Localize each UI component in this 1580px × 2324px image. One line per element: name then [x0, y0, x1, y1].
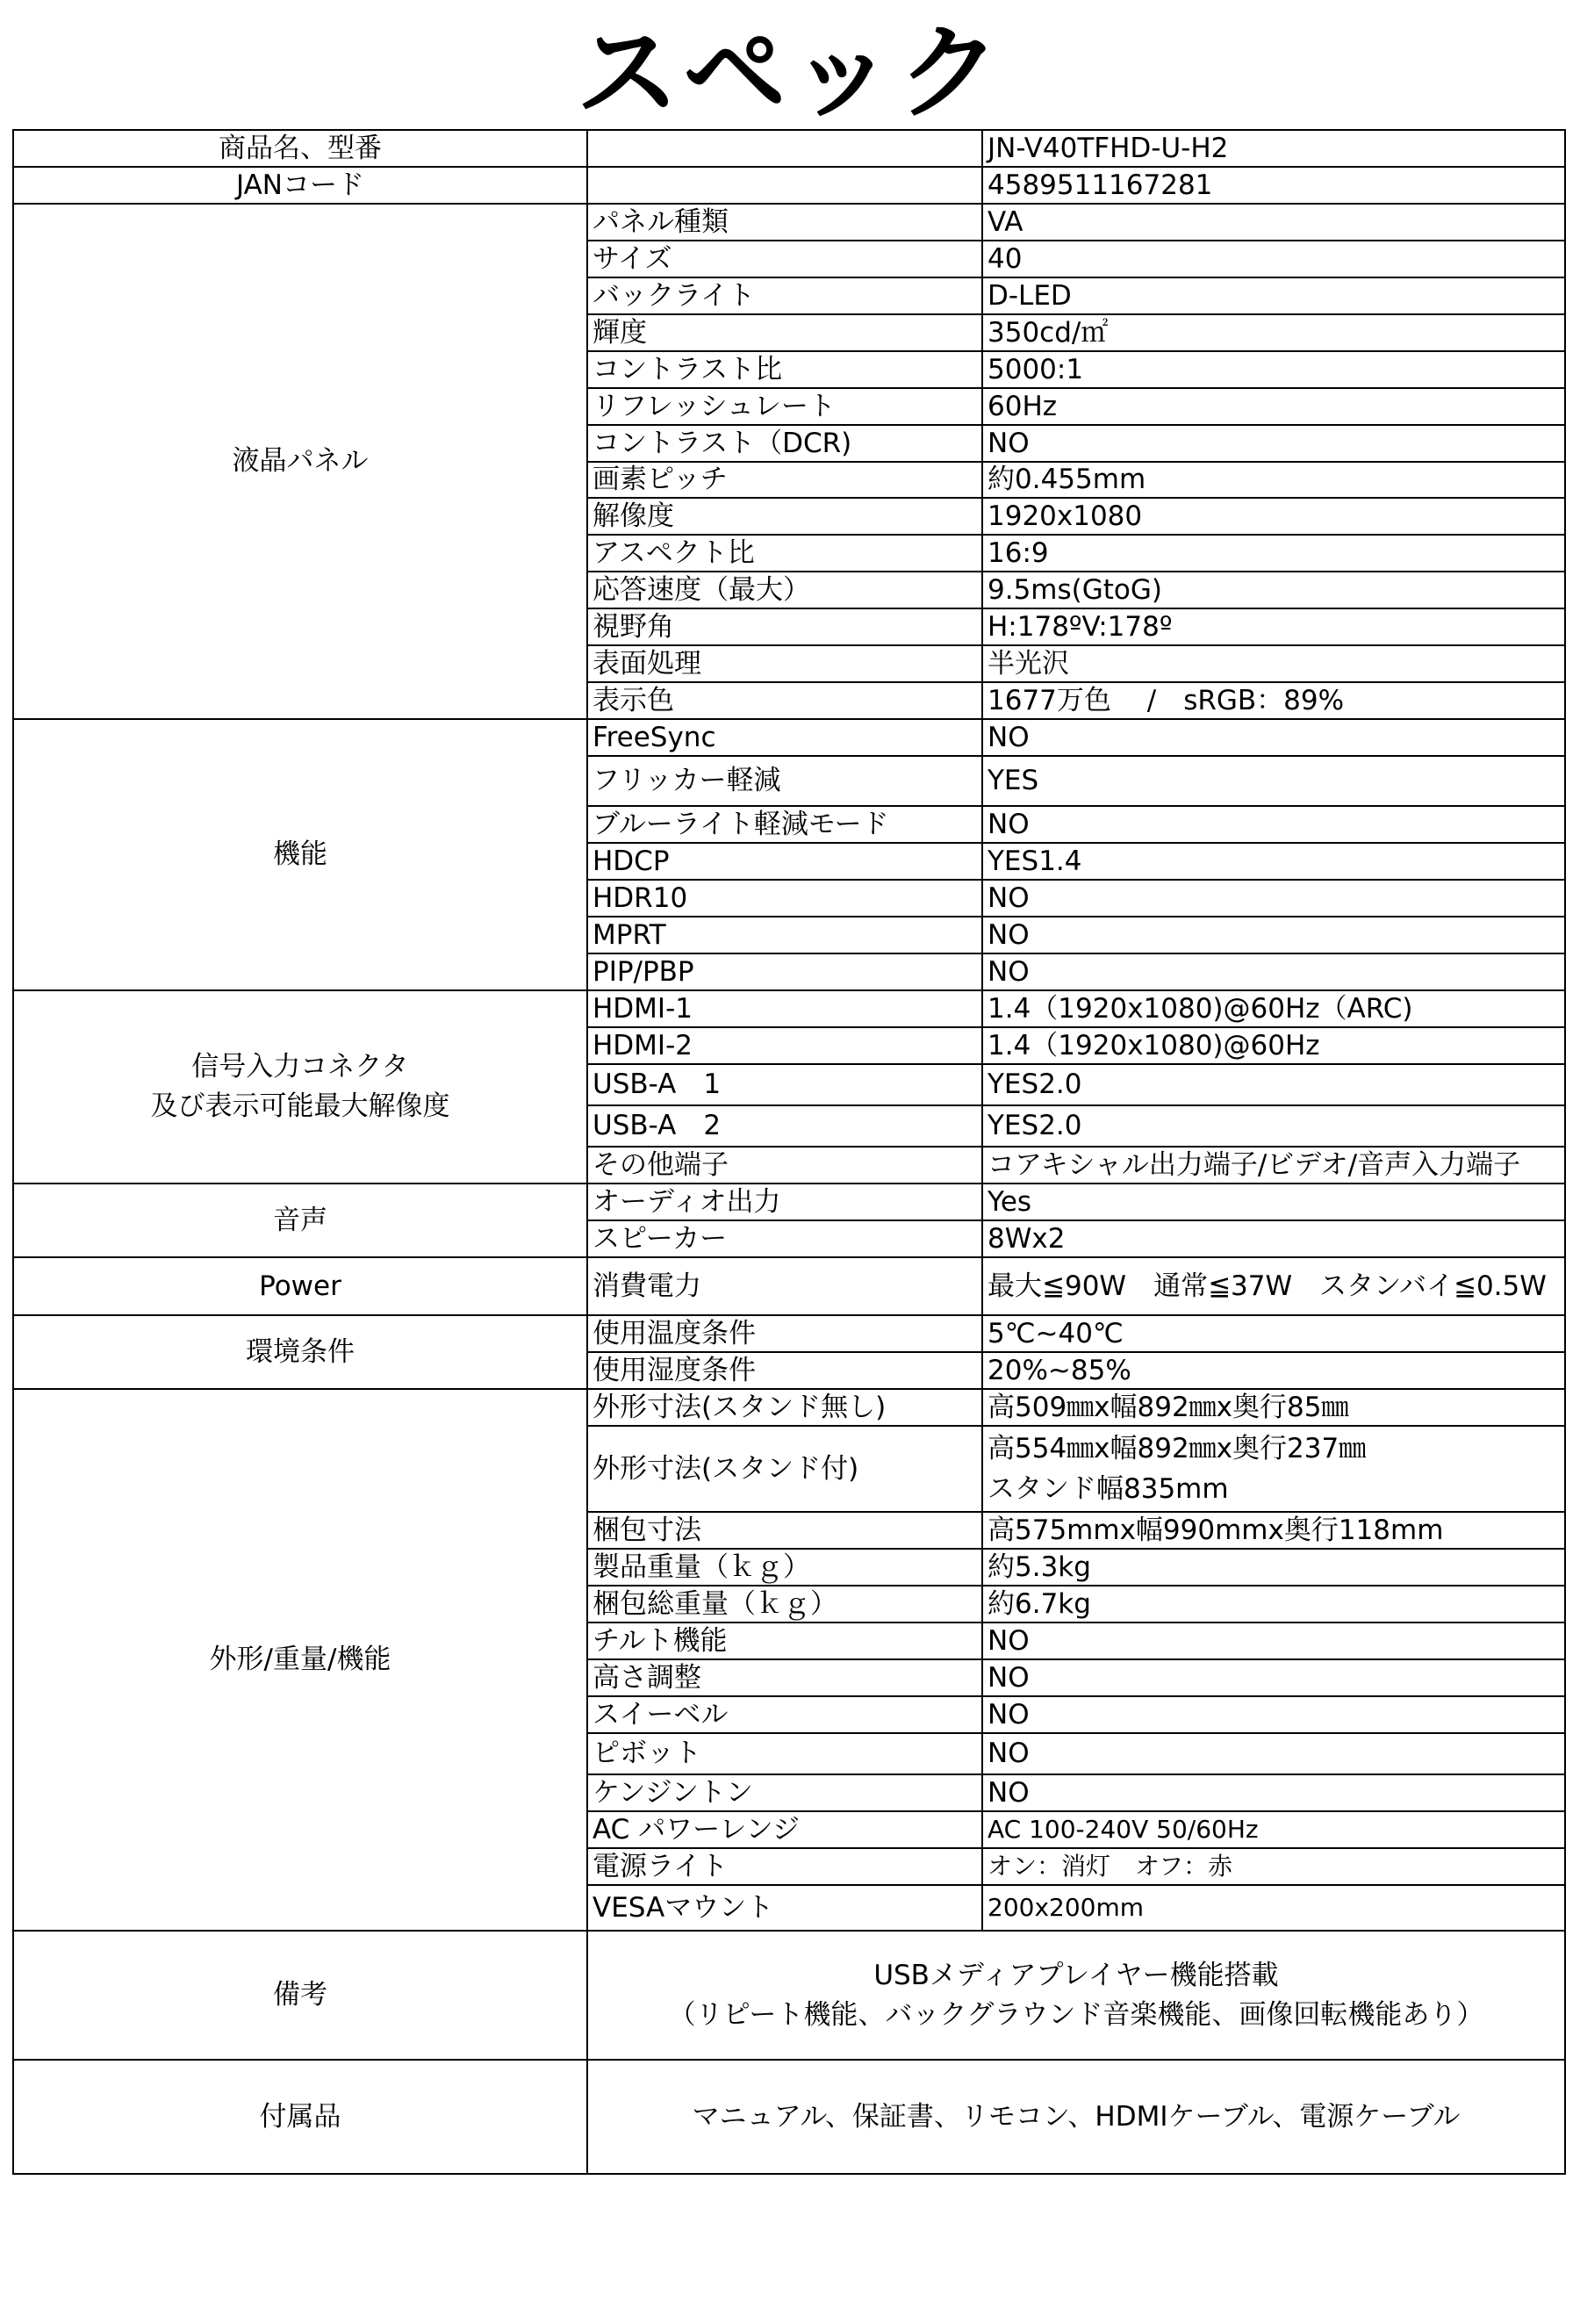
- panel-item-label: 表示色: [587, 682, 982, 719]
- inputs-item-label: HDMI-2: [587, 1027, 982, 1064]
- physical-item-value: 約6.7kg: [982, 1586, 1565, 1622]
- power-row: [13, 1257, 1565, 1315]
- features-item-label: フリッカー軽減: [587, 756, 982, 806]
- physical-item-label: 製品重量（ｋｇ）: [587, 1549, 982, 1586]
- features-item-label: HDCP: [587, 843, 982, 880]
- physical-item-value: [982, 1426, 1565, 1512]
- inputs-row: [13, 990, 1565, 1027]
- audio-item-label: スピーカー: [587, 1220, 982, 1257]
- panel-item-label: コントラスト比: [587, 351, 982, 388]
- physical-item-value-line1: 高554㎜x幅892㎜x奥行237㎜: [988, 1432, 1367, 1464]
- features-item-value: NO: [982, 719, 1565, 756]
- audio-row: [13, 1184, 1565, 1220]
- features-item-value: NO: [982, 880, 1565, 917]
- remarks-value: [587, 1931, 1565, 2060]
- features-item-value: YES: [982, 756, 1565, 806]
- features-category: 機能: [13, 719, 587, 990]
- environment-row: [13, 1315, 1565, 1352]
- jan-empty-cell: [587, 167, 982, 204]
- inputs-item-value: 1.4（1920x1080)@60Hz（ARC): [982, 990, 1565, 1027]
- inputs-category-line2: 及び表示可能最大解像度: [150, 1090, 450, 1122]
- panel-item-label: バックライト: [587, 277, 982, 314]
- panel-item-value: D-LED: [982, 277, 1565, 314]
- inputs-category-line1: 信号入力コネクタ: [191, 1051, 409, 1083]
- features-item-label: HDR10: [587, 880, 982, 917]
- accessories-row: [13, 2060, 1565, 2174]
- physical-item-value: NO: [982, 1696, 1565, 1733]
- model-value: JN-V40TFHD-U-H2: [982, 130, 1565, 167]
- inputs-item-value: コアキシャル出力端子/ビデオ/音声入力端子: [982, 1147, 1565, 1184]
- inputs-item-label: USB-A 1: [587, 1064, 982, 1105]
- features-item-value: YES1.4: [982, 843, 1565, 880]
- physical-item-label: 梱包総重量（ｋｇ）: [587, 1586, 982, 1622]
- panel-item-label: リフレッシュレート: [587, 388, 982, 425]
- physical-item-label: 電源ライト: [587, 1848, 982, 1885]
- audio-item-value: Yes: [982, 1184, 1565, 1220]
- physical-item-value: 約5.3kg: [982, 1549, 1565, 1586]
- physical-item-value: 200x200mm: [982, 1885, 1565, 1931]
- environment-item-value: 5℃~40℃: [982, 1315, 1565, 1352]
- physical-item-label: 外形寸法(スタンド無し): [587, 1389, 982, 1426]
- model-label: 商品名、型番: [13, 130, 587, 167]
- jan-row: [13, 167, 1565, 204]
- panel-category: 液晶パネル: [13, 204, 587, 719]
- environment-category: 環境条件: [13, 1315, 587, 1389]
- remarks-line2: （リピート機能、バックグラウンド音楽機能、画像回転機能あり）: [668, 1998, 1484, 2031]
- features-item-label: PIP/PBP: [587, 953, 982, 990]
- physical-item-label: 外形寸法(スタンド付): [587, 1426, 982, 1512]
- audio-item-label: オーディオ出力: [587, 1184, 982, 1220]
- physical-item-label: AC パワーレンジ: [587, 1811, 982, 1848]
- physical-item-value: AC 100-240V 50/60Hz: [982, 1811, 1565, 1848]
- physical-item-value: NO: [982, 1659, 1565, 1696]
- panel-item-value: 9.5ms(GtoG): [982, 572, 1565, 608]
- features-row: [13, 719, 1565, 756]
- panel-item-label: 輝度: [587, 314, 982, 351]
- physical-item-label: ピボット: [587, 1733, 982, 1774]
- physical-item-value: NO: [982, 1733, 1565, 1774]
- panel-item-label: 画素ピッチ: [587, 462, 982, 498]
- panel-item-label: アスペクト比: [587, 535, 982, 572]
- panel-item-value: 1920x1080: [982, 498, 1565, 535]
- power-item-value: 最大≦90W 通常≦37W スタンバイ≦0.5W: [982, 1257, 1565, 1315]
- physical-item-value: NO: [982, 1774, 1565, 1811]
- panel-item-value: 約0.455mm: [982, 462, 1565, 498]
- spec-table: [12, 129, 1566, 2175]
- physical-category: 外形/重量/機能: [13, 1389, 587, 1931]
- environment-item-label: 使用温度条件: [587, 1315, 982, 1352]
- physical-item-label: スイーベル: [587, 1696, 982, 1733]
- remarks-line1: USBメディアプレイヤー機能搭載: [873, 1959, 1279, 1991]
- features-item-value: NO: [982, 806, 1565, 843]
- environment-item-value: 20%~85%: [982, 1352, 1565, 1389]
- features-item-value: NO: [982, 917, 1565, 953]
- physical-item-value-line2: スタンド幅835mm: [988, 1473, 1229, 1505]
- inputs-item-label: USB-A 2: [587, 1105, 982, 1147]
- features-item-label: MPRT: [587, 917, 982, 953]
- panel-item-value: NO: [982, 425, 1565, 462]
- panel-item-value: 40: [982, 241, 1565, 277]
- accessories-label: 付属品: [13, 2060, 587, 2174]
- power-item-label: 消費電力: [587, 1257, 982, 1315]
- physical-item-value: 高575mmx幅990mmx奥行118mm: [982, 1512, 1565, 1549]
- features-item-label: ブルーライト軽減モード: [587, 806, 982, 843]
- physical-item-value: 高509㎜x幅892㎜x奥行85㎜: [982, 1389, 1565, 1426]
- inputs-item-value: YES2.0: [982, 1064, 1565, 1105]
- physical-item-label: VESAマウント: [587, 1885, 982, 1931]
- physical-item-label: 梱包寸法: [587, 1512, 982, 1549]
- panel-item-value: 5000:1: [982, 351, 1565, 388]
- features-item-label: FreeSync: [587, 719, 982, 756]
- physical-item-value: オン：消灯 オフ：赤: [982, 1848, 1565, 1885]
- panel-item-label: 解像度: [587, 498, 982, 535]
- panel-item-value: 1677万色 / sRGB：89%: [982, 682, 1565, 719]
- panel-item-value: 350cd/㎡: [982, 314, 1565, 351]
- jan-value: 4589511167281: [982, 167, 1565, 204]
- inputs-item-label: HDMI-1: [587, 990, 982, 1027]
- remarks-row: [13, 1931, 1565, 2060]
- panel-item-label: 視野角: [587, 608, 982, 645]
- page-title: スペック: [575, 11, 1004, 133]
- remarks-label: 備考: [13, 1931, 587, 2060]
- physical-item-label: チルト機能: [587, 1622, 982, 1659]
- physical-item-value: NO: [982, 1622, 1565, 1659]
- inputs-item-value: 1.4（1920x1080)@60Hz: [982, 1027, 1565, 1064]
- inputs-category: [13, 990, 587, 1184]
- environment-item-label: 使用湿度条件: [587, 1352, 982, 1389]
- jan-label: JANコード: [13, 167, 587, 204]
- model-empty-cell: [587, 130, 982, 167]
- accessories-value: マニュアル、保証書、リモコン、HDMIケーブル、電源ケーブル: [587, 2060, 1565, 2174]
- physical-row: [13, 1389, 1565, 1426]
- panel-item-label: 応答速度（最大）: [587, 572, 982, 608]
- panel-item-value: VA: [982, 204, 1565, 241]
- audio-category: 音声: [13, 1184, 587, 1257]
- physical-item-label: 高さ調整: [587, 1659, 982, 1696]
- panel-row: [13, 204, 1565, 241]
- power-category: Power: [13, 1257, 587, 1315]
- panel-item-label: サイズ: [587, 241, 982, 277]
- model-row: [13, 130, 1565, 167]
- features-item-value: NO: [982, 953, 1565, 990]
- inputs-item-label: その他端子: [587, 1147, 982, 1184]
- audio-item-value: 8Wx2: [982, 1220, 1565, 1257]
- panel-item-label: コントラスト（DCR): [587, 425, 982, 462]
- panel-item-value: 60Hz: [982, 388, 1565, 425]
- panel-item-value: 16:9: [982, 535, 1565, 572]
- panel-item-label: 表面処理: [587, 645, 982, 682]
- physical-item-label: ケンジントン: [587, 1774, 982, 1811]
- panel-item-label: パネル種類: [587, 204, 982, 241]
- panel-item-value: 半光沢: [982, 645, 1565, 682]
- inputs-item-value: YES2.0: [982, 1105, 1565, 1147]
- panel-item-value: H:178ºV:178º: [982, 608, 1565, 645]
